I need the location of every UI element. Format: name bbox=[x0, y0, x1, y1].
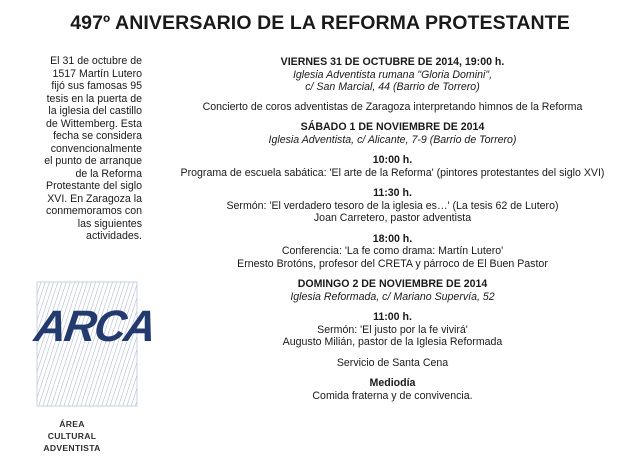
saturday-venue: Iglesia Adventista, c/ Alicante, 7-9 (Barrio de Torrero) bbox=[268, 133, 517, 146]
friday-event: Concierto de coros adventistas de Zaragoza interpretando himnos de la Reforma bbox=[202, 100, 583, 113]
program bbox=[165, 56, 620, 402]
saturday-heading: SÁBADO 1 DE NOVIEMBRE DE 2014 bbox=[300, 121, 485, 133]
logo-subtitle: ÁREA CULTURAL ADVENTISTA bbox=[43, 419, 101, 453]
saturday-speaker-2: Joan Carretero, pastor adventista bbox=[313, 212, 472, 224]
sunday-time-1: 11:00 h. bbox=[373, 311, 412, 323]
sunday-venue: Iglesia Reformada, c/ Mariano Supervía, 52 bbox=[290, 290, 495, 303]
arca-logo bbox=[31, 280, 158, 463]
saturday-time-3: 18:00 h. bbox=[372, 232, 413, 245]
sunday-speaker-1: Augusto Milián, pastor de la Iglesia Reformada bbox=[282, 336, 503, 348]
friday-address: c/ San Marcial, 44 (Barrio de Torrero) bbox=[305, 81, 480, 93]
intro-text bbox=[28, 55, 142, 243]
intro-line: las siguientes bbox=[77, 217, 142, 230]
saturday-speaker-3: Ernesto Brotóns, profesor del CRETA y párroco de El Buen Pastor bbox=[237, 257, 548, 270]
sunday-event-2: Servicio de Santa Cena bbox=[336, 356, 449, 369]
logo-word: ARCA bbox=[31, 302, 158, 351]
sunday-time-2: Mediodía bbox=[369, 377, 416, 389]
intro-line: fijó sus famosas 95 bbox=[51, 80, 142, 92]
intro-line: XVI. En Zaragoza la bbox=[47, 192, 142, 205]
sunday-event-3: Comida fraterna y de convivencia. bbox=[312, 389, 473, 402]
intro-line: actividades. bbox=[86, 230, 142, 242]
intro-line: de Wittemberg. Esta bbox=[46, 117, 142, 130]
saturday-event-2: Sermón: 'El verdadero tesoro de la iglesia es…' (La tesis 62 de Lutero) bbox=[226, 199, 559, 212]
intro-line: fecha se considera bbox=[53, 130, 142, 142]
saturday-time-1: 10:00 h. bbox=[372, 154, 413, 166]
sunday-heading: DOMINGO 2 DE NOVIEMBRE DE 2014 bbox=[297, 278, 488, 290]
intro-line: la iglesia del castillo bbox=[48, 105, 142, 117]
intro-line: de la Reforma bbox=[75, 167, 142, 180]
saturday-event-3: Conferencia: 'La fe como drama: Martín Lutero' bbox=[281, 245, 504, 257]
intro-line: conmemoramos con bbox=[46, 205, 142, 217]
saturday-event-1: Programa de escuela sabática: 'El arte de la Reforma' (pintores protestantes del siglo XVI) bbox=[180, 166, 605, 179]
page-title: 497º ANIVERSARIO DE LA REFORMA PROTESTANTE bbox=[70, 12, 570, 34]
saturday-time-2: 11:30 h. bbox=[373, 187, 412, 199]
friday-venue: Iglesia Adventista rumana "Gloria Domini", bbox=[292, 68, 493, 81]
friday-heading: VIERNES 31 DE OCTUBRE DE 2014, 19:00 h. bbox=[280, 56, 505, 68]
intro-line: el punto de arranque bbox=[44, 155, 142, 167]
intro-line: convencionalmente bbox=[50, 142, 142, 155]
intro-line: El 31 de octubre de bbox=[50, 55, 142, 67]
sunday-event-1: Sermón: 'El justo por la fe vivirá' bbox=[317, 323, 468, 336]
intro-line: 1517 Martín Lutero bbox=[52, 67, 142, 80]
intro-line: Protestante del siglo bbox=[46, 180, 142, 192]
intro-line: tesis en la puerta de bbox=[46, 92, 142, 105]
